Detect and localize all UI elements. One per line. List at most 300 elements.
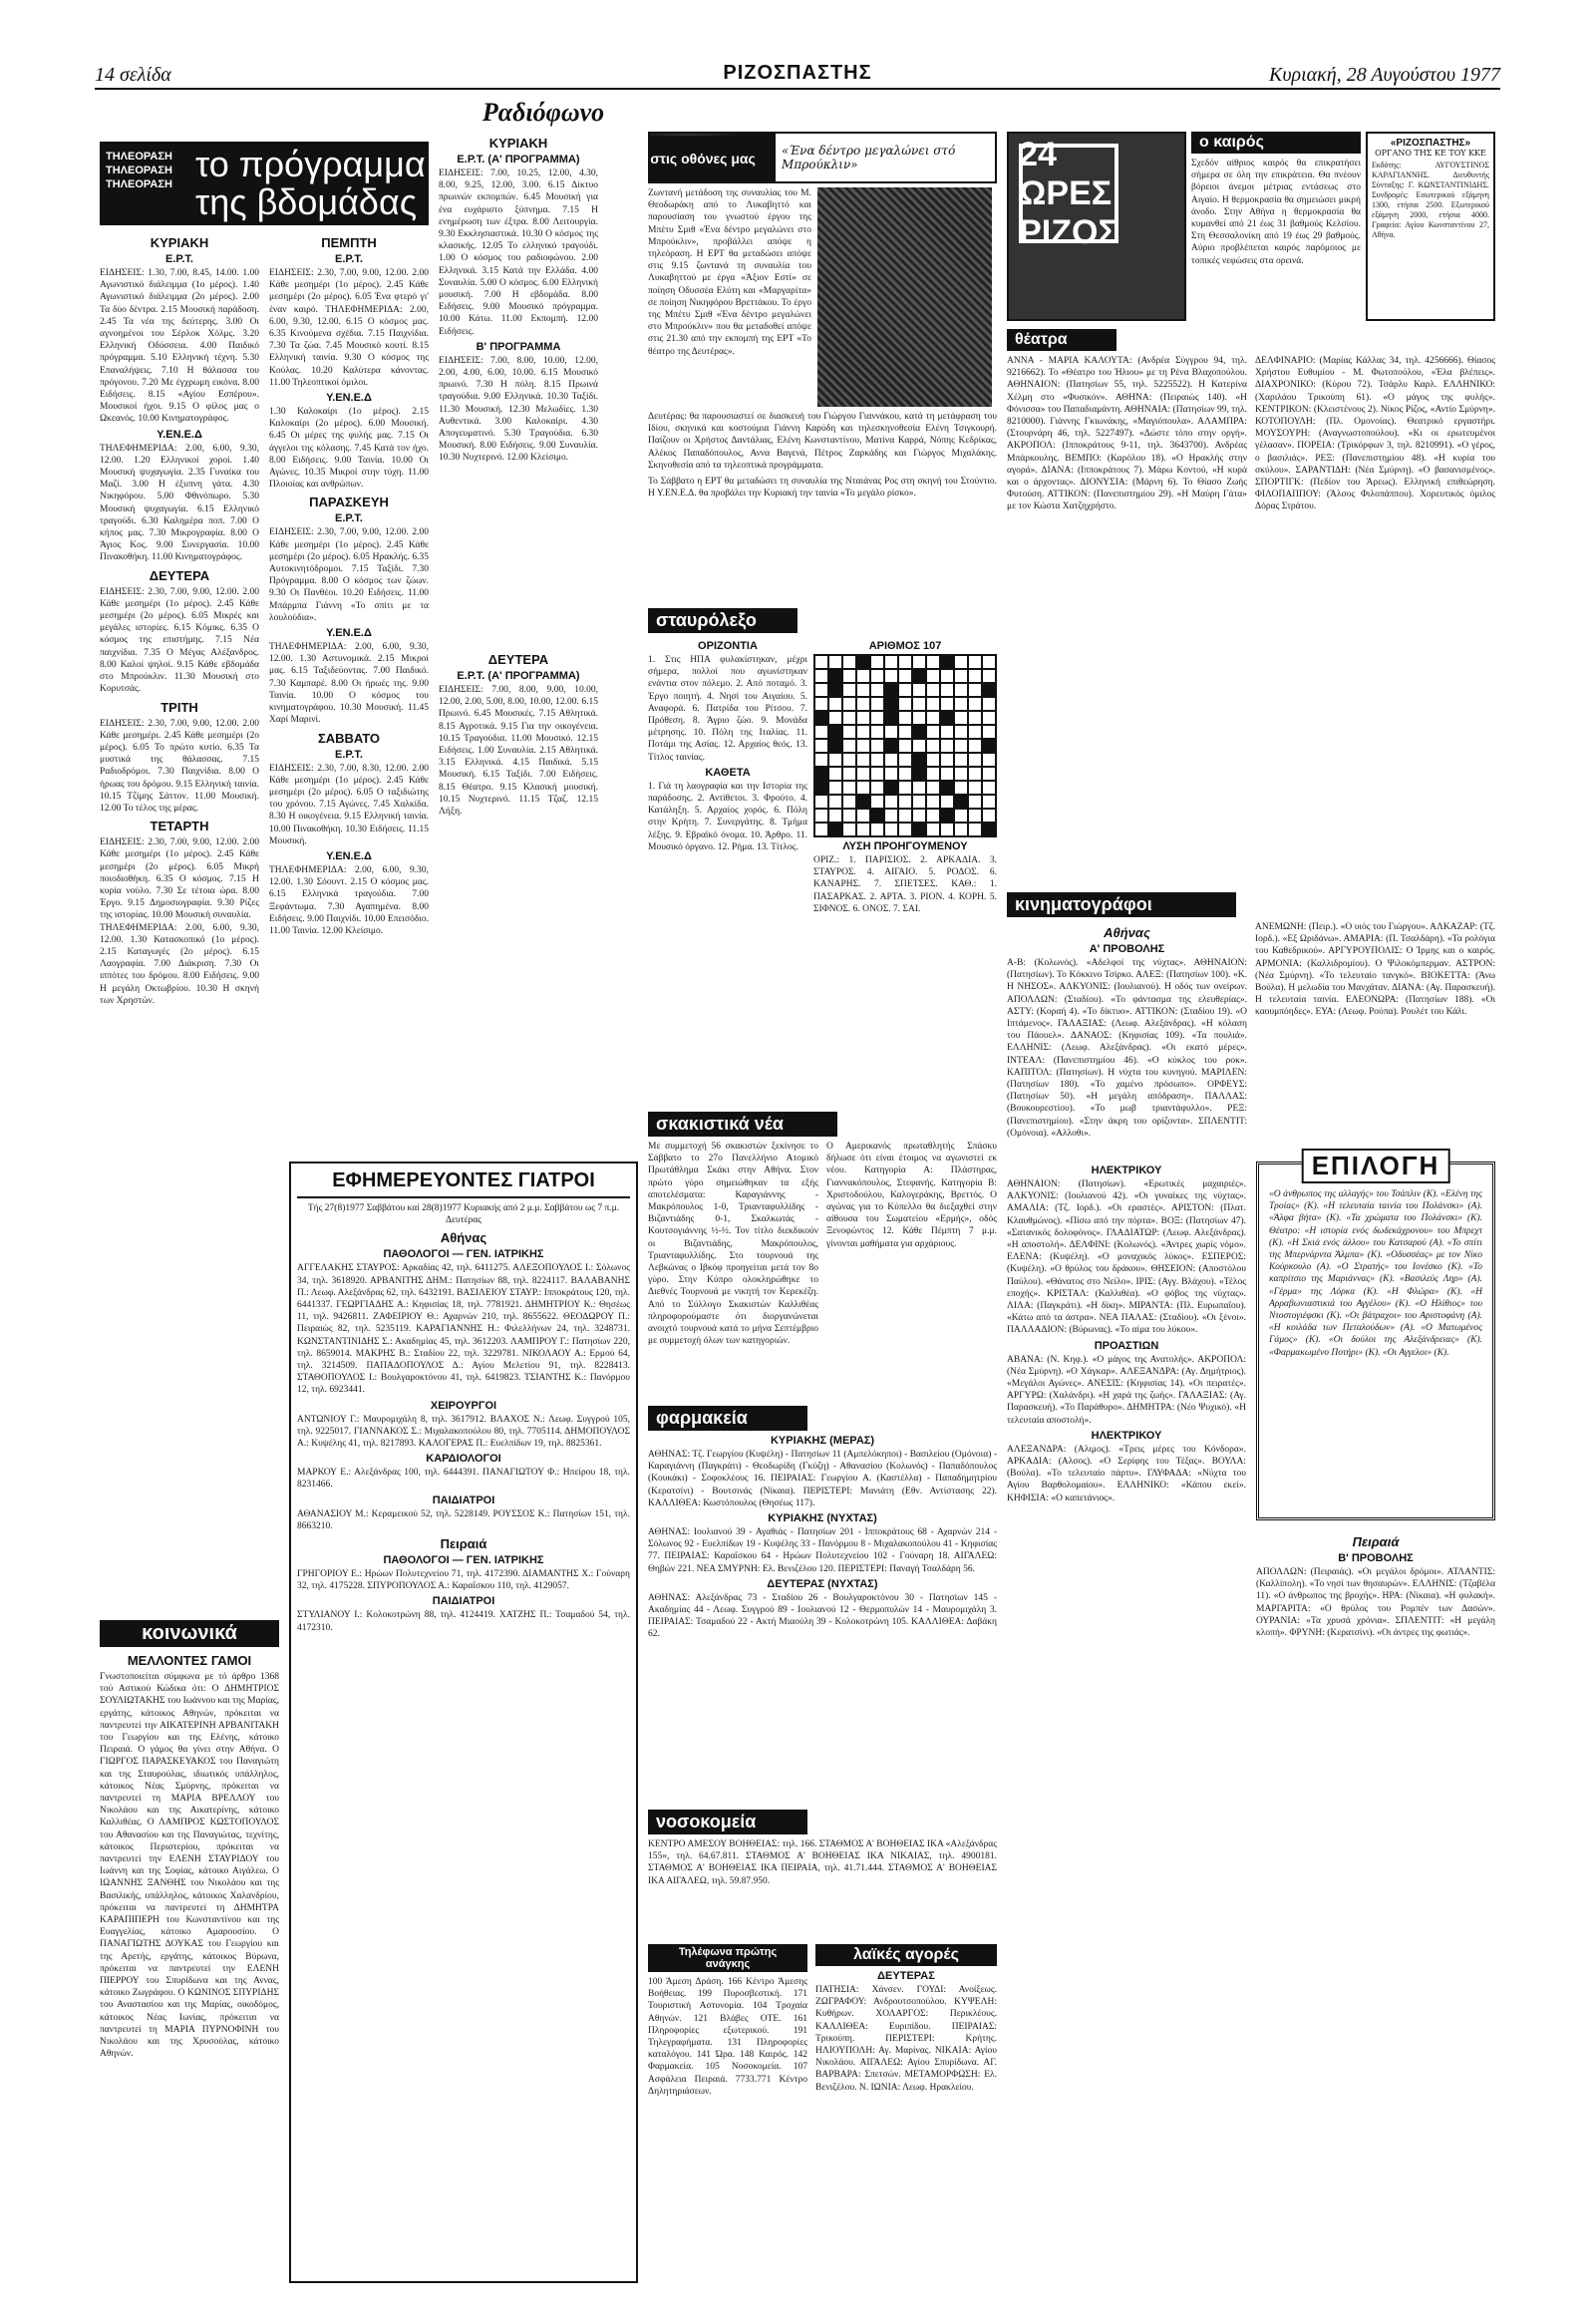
crossword-cell [968, 795, 982, 809]
hospitals-text: ΚΕΝΤΡΟ ΑΜΕΣΟΥ ΒΟΗΘΕΙΑΣ: τηλ. 166. ΣΤΑΘΜΟΣ Α' ΒΟΗΘΕΙΑΣ ΙΚΑ «Αλεξάνδρας 155», τηλ. 64.67.811. ΣΤΑΘΜΟΣ Α' ΒΟΗΘΕΙΑΣ ΙΚΑ ΝΙΚΑΙΑΣ, τηλ. 4900181. ΣΤΑΘΜΟΣ Α' ΒΟΗΘΕΙΑΣ ΙΚΑ ΠΕΙΡΑΙΑ, τηλ. 41.71.444. ΣΤΑΘΜΟΣ Α' ΒΟΗΘΕΙΑΣ ΙΚΑ ΑΙΓΑΛΕΩ, τηλ. 59.87.950. [648, 1839, 997, 1886]
crossword-cell [912, 767, 926, 781]
crossword-cell [982, 725, 996, 739]
radio-monday-program: Ε.Ρ.Τ. (Α' ΠΡΟΓΡΑΜΜΑ) [457, 670, 580, 682]
crossword-cell [912, 669, 926, 683]
tv-thursday-heading: ΠΕΜΠΤΗ [321, 235, 377, 250]
crossword-cell [940, 781, 954, 795]
crossword-horizontal-title: ΟΡΙΖΟΝΤΙΑ [698, 640, 758, 652]
crossword-cell [926, 711, 940, 725]
tv-monday-heading: ΔΕΥΤΕΡΑ [149, 567, 210, 583]
crossword-cell [982, 655, 996, 669]
crossword-cell [814, 725, 828, 739]
crossword-cell [968, 683, 982, 697]
crossword-cell [954, 669, 968, 683]
tv-yened-label-4: Υ.ΕΝ.Ε.Δ [326, 849, 372, 862]
chess-bar: σκακιστικά νέα [648, 1112, 837, 1137]
crossword-cell [912, 711, 926, 725]
cinema-section [1007, 892, 1495, 1152]
pharmacies-monday-night-text: ΑΘΗΝΑΣ: Αλεξάνδρας 73 - Σταδίου 26 - Βουλγαροκτόνου 30 - Πατησίων 145 - Ακαδημίας 44 - Λεωφ. Συγγρού 89 - Ιουλιανού 12 - Θερμοπυλών 14 - Μαυρομιχάλη 3. ΠΕΙΡΑΙΑΣ: Τσαμαδού 22 - Ακτή Μιαούλη 39 - Κολοκοτρώνη 105. ΚΑΛΛΙΘΕΑ: Δαβάκη 62. [648, 1592, 997, 1640]
crossword-cell [856, 711, 870, 725]
tv-wednesday-yened-text: ΤΗΛΕΦΗΜΕΡΙΔΑ: 2.00, 6.00, 9.30, 12.00. 1.30 Κατασκοπικό (1ο μέρος). 2.15 Καταγωγές (2ο μέρος). 6.15 Λαογραφία. 7.00 Διάκριση. 7.30 Οι ιππότες του δρόμου. 8.00 Ειδήσεις. 9.00 Η μεγάλη Οκτωβρίου. 10.30 Η σκηνή των Χρηστών. [100, 922, 259, 1006]
tv-yened-label-3: Υ.ΕΝ.Ε.Δ [326, 627, 372, 640]
crossword-cell [940, 753, 954, 767]
crossword-cell [982, 823, 996, 836]
epilogi-box [1256, 1151, 1495, 1520]
crossword-cell [828, 655, 842, 669]
feature-extra: Το Σάββατο η ΕΡΤ θα μεταδώσει τη συναυλία της Νταιάνας Ρος στη σκηνή του Στούντιο. Η Υ.ΕΝ.Ε.Δ. θα προβάλει την Κυριακή την ταινία «Το μεγάλο ρίσκο». [648, 477, 997, 499]
suburbs-text: ΑΒΑΝΑ: (Ν. Κηφ.). «Ο μάγος της Ανατολής». ΑΚΡΟΠΟΛ: (Νέα Σμύρνη). «Ο Χάγκαρ». ΑΛΕΞΑΝΔΡΑ: (Αγ. Δημήτριος). «Μεγάλοι Αγώνες». ΑΝΕΣΙΣ: (Κηφισίας 14). «Οι πειρατές». ΑΡΓΥΡΩ: (Χαλάνδρι). «Η χαρά της ζωής». ΓΑΛΑΞΙΑΣ: (Αγ. Παρασκευή). «Το Παράθυρο». ΔΗΜΗΤΡΑ: (Νέο Ψυχικό). «Η τελευταία αποστολή». [1007, 1354, 1246, 1426]
radio-column-2 [439, 648, 598, 1154]
crossword-cell [898, 767, 912, 781]
electric-heading-2: ΗΛΕΚΤΡΙΚΟΥ [1091, 1429, 1162, 1442]
crossword-cell [982, 795, 996, 809]
crossword-cell [828, 669, 842, 683]
crossword-cell [842, 795, 856, 809]
crossword-cell [870, 655, 884, 669]
crossword-cell [968, 697, 982, 711]
crossword-cell [968, 809, 982, 823]
crossword-cell [926, 767, 940, 781]
crossword-cell [982, 809, 996, 823]
crossword-cell [856, 655, 870, 669]
crossword-cell [856, 697, 870, 711]
theatre-section [1007, 329, 1495, 887]
tv-ert-label-4: Ε.Ρ.Τ. [335, 748, 363, 761]
theatre-column-2: ΔΕΛΦΙΝΑΡΙΟ: (Μαρίας Κάλλας 34, τηλ. 4256666). Θίασος Χρήστου Ευθυμίου - Μ. Φωτοπούλου, «Έλα βλέπεις». ΔΙΑΧΡΟΝΙΚΟ: (Κύρου 72). Τσάρλυ Καρλ. ΕΛΛΗΝΙΚΟ: (Χαριλάου Τρικούπη 61). «Ο μάγος της φυλής». ΚΕΝΤΡΙΚΟΝ: (Κλειστένους 2). Νίκος Ρίζος, «Αντίο Σμύρνη». ΚΟΤΟΠΟΥΛΗ: (Πλ. Ομονοίας). Θεατρικό εργαστήρι. ΜΟΥΣΟΥΡΗ: (Αναγνωστοπούλου). «Κι οι ερωτευμένοι γέλασαν». ΠΟΡΕΙΑ: (Τρικόρφων 3, τηλ. 8210991). «Ο γέρος, ο βασιλιάς». ΡΕΞ: (Πανεπιστημίου 48). «Η κυρία του σκύλου». ΣΑΡΑΝΤΙΔΗ: (Νέα Σμύρνη). «Ο βασανισμένος». ΣΠΟΡΤΙΓΚ: (Πεδίον του Άρεως). Ελληνική επιθεώρηση. ΦΙΛΟΠΑΠΠΟΥ: (Άλσος Φιλοπάππου). Χορευτικός όμιλος Δόρας Στράτου. [1255, 356, 1495, 512]
feature-caption: Δευτέρας: θα παρουσιαστεί σε διασκευή του Γιώργου Γιαννάκου, κατά τη μετάφραση του Ιδίου, σκηνικά και κοστούμια Γιάννη Καρύδη και τηλεσκηνοθεσία Ελένη Τσιγκουρή. Παίζουν οι Χρήστος Δαντάλιας, Ελένη Κωνσταντίνου, Ματίνα Καρρά, Νόπης Κεδρίκας, Αλέκος Παπαδόπουλος, Αννα Βαγενά, Πέτρος Ζαρκάδης και Γιώργος Μιχαλάκης. Σκηνοθεσία από τα τηλεοπτικά προγράμματα. [648, 412, 997, 471]
doctors-text-5: ΓΡΗΓΟΡΙΟΥ Ε.: Ηρώων Πολυτεχνείου 71, τηλ. 4172390. ΔΙΑΜΑΝΤΗΣ Χ.: Γούναρη 32, τηλ. 4175228. ΣΠΥΡΟΠΟΥΛΟΣ Α.: Καραΐσκου 110, τηλ. 4129057. [297, 1569, 630, 1592]
crossword-cell [898, 711, 912, 725]
feature-intro: Ζωντανή μετάδοση της συναυλίας του Μ. Θεοδωράκη από το Λυκαβηττό και παρουσίαση του γνωστού έργου της Μπέτυ Σμιθ «Ένα δέντρο μεγαλώνει στο Μπρούκλιν», προβάλλει απόψε η τηλεόραση. Η ΕΡΤ θα μεταδώσει απόψε στις 9.15 ζωντανά τη συναυλία του Λυκαβηττού με έργα «Άξιον Εστί» σε ποίηση Οδυσσέα Ελύτη και «Μαργαρίτα» σε ποίηση Νικηφόρου Βρεττάκου. Το έργο της Μπέτυ Σμιθ «Ένα δέντρο μεγαλώνει στο Μπρούκλιν» που θα μεταδοθεί απόψε στις 21.30 από την εκπομπή της ΕΡΤ «Το θέατρο της Δευτέρας». [648, 188, 811, 357]
crossword-cell [982, 669, 996, 683]
crossword-horizontal: 1. Στις ΗΠΑ φυλακίστηκαν, μέχρι σήμερα, πολλοί που αγωνίστηκαν ενάντια στον πόλεμο. 2. Από ποταμό. 3. Έργο ποιητή. 4. Νησί του Αιγαίου. 5. Αναφορά. 6. Πατρίδα του Ρίτσου. 7. Πρόθεση. 8. Άγριο ζώο. 9. Μονάδα μέτρησης. 10. Πόλη της Ιταλίας. 11. Ποτάμι της Ασίας. 12. Αρχαίος θεός. 13. Τίτλος ταινίας. [648, 655, 807, 763]
crossword-cell [940, 697, 954, 711]
chess-text: Με συμμετοχή 56 σκακιστών ξεκίνησε το Σάββατο το 27ο Πανελλήνιο Ατομικό Πρωτάθλημα Σκάκι στην Αθήνα. Στον πρώτο γύρο σημειώθηκαν τα εξής αποτελέσματα: Καραγιάννης - Μακρόπουλος 1-0, Τριανταφυλλίδης - Βιζαντιάδης 0-1, Σκαλκωτάς - Κουτσογιάννης ½-½. Τον τίτλο διεκδικούν οι Βιζαντιάδης, Μακρόπουλος, Τριανταφυλλίδης. Στο τουρνουά της Λεβκώνας ο Ιβκόφ προηγείται μετά τον 8ο γύρο. Στην Κύπρο ολοκληρώθηκε το Διεθνές Τουρνουά με νικητή τον Κερεκέζη. Από το Σύλλογο Σκακιστών Καλλιθέας πληροφορούμαστε ότι διοργανώνεται ανοιχτό τουρνουά κατά το μήνα Σεπτέμβριο με συμμετοχή όλων των κατηγοριών. [648, 1142, 818, 1347]
crossword-cell [954, 809, 968, 823]
crossword-cell [828, 697, 842, 711]
crossword-cell [912, 795, 926, 809]
doctors-section-4: ΠΑΙΔΙΑΤΡΟΙ [432, 1494, 495, 1506]
doctors-section-2: ΧΕΙΡΟΥΡΓΟΙ [430, 1399, 497, 1412]
crossword-cell [940, 823, 954, 836]
tv-yened-label: Υ.ΕΝ.Ε.Δ [157, 428, 202, 441]
cinema-column-2: ΑΝΕΜΩΝΗ: (Πειρ.). «Ο υιός του Γιώργου». ΑΛΚΑΖΑΡ: (Τζ. Ιορδ.). «Εξ Ωριδάνω». ΑΜΑΡΙΑ: (Π. Τσαλδάρη). «Τα ρολόγια του Καθεδρικού». ΑΡΓΥΡΟΥΠΟΛΙΣ: Ο Ίρμης και ο καιρός. ΑΡΜΟΝΙΑ: (Καλλιδρομίου). Ο Ψιλοκόμπερμαν. ΑΣΤΡΟΝ: (Νέα Σμύρνη). «Το τελευταίο τανγκό». ΒΙΟΚΕΤΤΑ: (Άνω Βούλα). Η μελωδία του Μανχάταν. ΔΙΑΝΑ: (Αγ. Παρασκευή). Η τελευταία ταινία. ΕΛΕΟΝΩΡΑ: (Πατησίων 188). «Οι καουμπόηδες». ΕΥΑ: (Λεωφ. Ρούπα). Ρουλέτ του Κάλι. [1255, 922, 1495, 1018]
theatre-bar: θέατρα [1007, 329, 1116, 351]
crossword-cell [856, 725, 870, 739]
tv-saturday-yened-text: ΤΗΛΕΦΗΜΕΡΙΔΑ: 2.00, 6.00, 9.30, 12.00. 1.30 Σόουντ. 2.15 Ο κόσμος μας. 6.15 Ελληνικά τραγούδια. 7.00 Ξεφάντωμα. 7.30 Αγαπημένα. 8.00 Ειδήσεις. 9.00 Παιχνίδι. 10.00 Επεισόδιο. 11.00 Ταινία. 12.00 Κλείσιμο. [269, 864, 429, 936]
crossword-cell [912, 823, 926, 836]
doctors-piraeus: Πειραιά [440, 1536, 487, 1552]
crossword-cell [842, 767, 856, 781]
crossword-cell [828, 711, 842, 725]
theatre-column-1: ΑΝΝΑ - ΜΑΡΙΑ ΚΑΛΟΥΤΑ: (Ανδρέα Σύγγρου 94, τηλ. 9216662). Το «Θέατρο του Ήλιου» με τη Ρένα Βλαχοπούλου. ΑΘΗΝΑΙΟΝ: (Πατησίων 55, τηλ. 5225522). Η Κατερίνα Χέλμη στο «Φυσικόν». ΑΘΗΝΑ: (Πειραιώς 140). «Η Φόνισσα» του Παπαδιαμάντη. ΑΘΗΝΑΙΑ: (Πατησίων 99, τηλ. 8210000). Γιάννης Γκιωνάκης, «Μαγιόπουλα». ΑΛΑΜΠΡΑ: (Στουρνάρη 46, τηλ. 5227497). «Δώστε τόπο στην οργή». ΑΚΡΟΠΟΛ: (Ιπποκράτους 9-11, τηλ. 3643700). Ανδρέας Μπάρκουλης. ΒΕΜΠΟ: (Καρόλου 18). «Ο Ηρακλής στην αγορά». ΔΙΑΝΑ: (Ιπποκράτους 7). Μάρω Κοντού, «Η κυρά και ο άρχοντας». ΔΙΟΝΥΣΙΑ: (Μάρνη 6). Το Θίασο Ζωής Φυτούση. ΑΤΤΙΚΟΝ: (Πανεπιστημίου 29). «Η Μαύρη Γάτα» με τον Κώστα Χατζηχρήστο. [1007, 356, 1247, 512]
tv-monday-text: ΕΙΔΗΣΕΙΣ: 2.30, 7.00, 9.00, 12.00. 2.00 Κάθε μεσημέρι (1ο μέρος). 2.45 Κάθε μεσημέρι (2ο μέρος). 6.05 Μικρές και μεγάλες ιστορίες. 6.15 Κόμικς. 6.35 Ο κόσμος της επιστήμης. 7.15 Νέα παιχνίδια. 7.35 Ο Μέγας Αλέξανδρος. 8.00 Καλοί ψηλοί. 9.15 Κάθε εβδομάδα στο Μπρούκλιν. 11.30 Μουσική στο Κορυτσάς. [100, 586, 259, 695]
crossword-cell [884, 739, 898, 753]
crossword-cell [926, 725, 940, 739]
crossword-cell [912, 725, 926, 739]
crossword-cell [828, 739, 842, 753]
crossword-cell [968, 725, 982, 739]
crossword-cell [954, 753, 968, 767]
crossword-cell [982, 753, 996, 767]
chess-section [648, 1112, 997, 1401]
feature-photo [817, 187, 992, 407]
crossword-cell [940, 767, 954, 781]
crossword-cell [926, 739, 940, 753]
crossword-cell [828, 823, 842, 836]
crossword-cell [912, 753, 926, 767]
radio-program-b: Β' ΠΡΟΓΡΑΜΜΑ [476, 340, 561, 353]
crossword-cell [982, 683, 996, 697]
crossword-cell [954, 683, 968, 697]
crossword-cell [954, 655, 968, 669]
crossword-cell [940, 725, 954, 739]
tv-ert-label-3: Ε.Ρ.Τ. [335, 512, 363, 525]
crossword-cell [926, 823, 940, 836]
piraeus-cinema [1256, 1530, 1495, 2283]
epilogi-text: «Ο άνθρωπος της αλλαγής» του Τσάπλιν (Κ). «Ελένη της Τροίας» (Κ). «Η τελευταία ταινία του Πολάνσκι» (Α). «Άλφα βήτα» (Κ). «Τα χρώματα του Πολάνσκι» (Κ). Θέατρο: «Η ιστορία ενός δωδεκάχρονου» του Μπρεχτ (Κ). «Η Σκιά ενός άλλου» του Κατσαρού (Α). «Το σπίτι της Μπερνάρντα Άλμπα» (Κ). «Οδυσσέας» με τον Νίκο Κούρκουλο (Α). «Ο Στρατής» του Ιονέσκο (Κ). «Το καπρίτσιο της Μαριάννας» (Κ). «Βασιλεύς Ληρ» (Α). «Γέρμα» της Λόρκα (Κ). «Η Φλώρα» (Κ). «Η Αρραβωνιαστικιά του Αγγέλου» (Κ). «Ο Ηλίθιος» του Ντοστογιέφσκι (Κ). «Οι βάτραχοι» του Αριστοφάνη (Α). «Η κοιλάδα των Πεταλούδων» (Α). «Ο Ματωμένος Γάμος» (Κ). «Οι δούλοι της Αλεξάνδρειας» (Κ). «Φαρμακωμένο Ποτήρι» (Κ). «Οι Αγγελοι» (Κ). [1269, 1189, 1482, 1358]
masthead-box-title: «ΡΙΖΟΣΠΑΣΤΗΣ» [1390, 138, 1471, 149]
crossword-cell [982, 781, 996, 795]
crossword-cell [870, 795, 884, 809]
crossword-cell [926, 697, 940, 711]
crossword-solution-title: ΛΥΣΗ ΠΡΟΗΓΟΥΜΕΝΟΥ [842, 840, 968, 852]
page-number: 14 σελίδα [95, 64, 171, 86]
crossword-cell [884, 767, 898, 781]
pharmacies-sunday-night-text: ΑΘΗΝΑΣ: Ιουλιανού 39 - Αγαθιάς - Πατησίων 201 - Ιπποκράτους 68 - Αχαρνών 214 - Σόλωνος 92 - Ευελπίδων 19 - Κυψέλης 33 - Πανόρμου 8 - Μιχαλακοπούλου 41 - Κηφισίας 77. ΠΕΙΡΑΙΑΣ: Καραΐσκου 64 - Ηρώων Πολυτεχνείου 102 - Γούναρη 18. ΑΙΓΑΛΕΩ: Θηβών 221. ΝΕΑ ΣΜΥΡΝΗ: Ελ. Βενιζέλου 120. ΠΕΡΙΣΤΕΡΙ: Παναγή Τσαλδάρη 56. [648, 1527, 997, 1574]
crossword-cell [954, 767, 968, 781]
tv-sunday-heading: ΚΥΡΙΑΚΗ [150, 235, 209, 250]
tv-saturday-text: ΕΙΔΗΣΕΙΣ: 2.30, 7.00, 8.30, 12.00. 2.00 Κάθε μεσημέρι (1ο μέρος). 2.45 Κάθε μεσημέρι (2ο μέρος). 6.05 Ο ταξιδιώτης του χρόνου. 7.15 Αγώνες. 7.45 Χαλκίδα. 8.30 Η οικογένεια. 9.15 Ελληνική ταινία. 10.00 Πινακοθήκη. 10.30 Ειδήσεις. 11.15 Μουσική. [269, 763, 429, 846]
feature-section [648, 132, 997, 600]
markets-bar: λαϊκές αγορές [815, 1944, 997, 1966]
crossword-cell [968, 739, 982, 753]
cinema-athens: Αθήνας [1104, 925, 1150, 940]
doctors-section-5: ΠΑΘΟΛΟΓΟΙ — ΓΕΝ. ΙΑΤΡΙΚΗΣ [383, 1554, 544, 1567]
crossword-cell [814, 823, 828, 836]
crossword-cell [954, 725, 968, 739]
crossword-cell [954, 739, 968, 753]
piraeus-heading: Πειραιά [1352, 1534, 1400, 1549]
pharmacies-sunday-night: ΚΥΡΙΑΚΗΣ (ΝΥΧΤΑΣ) [768, 1512, 877, 1525]
tv-ert-label: Ε.Ρ.Τ. [165, 253, 193, 265]
radio-monday-heading: ΔΕΥΤΕΡΑ [487, 652, 549, 667]
crossword-cell [968, 823, 982, 836]
cinema-first-run: Α' ΠΡΟΒΟΛΗΣ [1089, 943, 1165, 955]
crossword-cell [968, 655, 982, 669]
crossword-cell [968, 781, 982, 795]
tv-program-logo [100, 142, 429, 225]
crossword-cell [856, 683, 870, 697]
tv-thursday-yened-text: 1.30 Καλοκαίρι (1ο μέρος). 2.15 Καλοκαίρι (2ο μέρος). 6.00 Μουσική. 6.45 Οι μέρες της φυλής μας. 7.15 Οι άγγελοι της κόλασης. 7.45 Κατά τον ήχο. 8.00 Ειδήσεις. 9.00 Ταινία. 10.00 Οι Αγώνες. 10.35 Μικροί στην τύχη. 11.00 Πλοιοίας και ανθρώπων. [269, 407, 429, 491]
crossword-cell [926, 795, 940, 809]
crossword-cell [828, 683, 842, 697]
crossword-cell [814, 767, 828, 781]
doctors-section-1: ΠΑΘΟΛΟΓΟΙ — ΓΕΝ. ΙΑΤΡΙΚΗΣ [383, 1248, 544, 1261]
electric-heading: ΗΛΕΚΤΡΙΚΟΥ [1091, 1164, 1162, 1176]
crossword-cell [870, 725, 884, 739]
markets-section [815, 1944, 997, 2283]
crossword-cell [926, 781, 940, 795]
pharmacies-sunday-day-text: ΑΘΗΝΑΣ: Τζ. Γεωργίου (Κυψέλη) - Πατησίων 11 (Αμπελόκηποι) - Βασιλείου (Ομόνοια) - Καραγιάννη (Παγκράτι) - Θεοδωρίδη (Γκύζη) - Αθανασίου (Κολωνός) - Παπαδόπουλος (Κουκάκι) - Σοφοκλέους 16. ΠΕΙΡΑΙΑΣ: Γεωργίου Α. (Καστέλλα) - Παπαδημητρίου (Κερατσίνι) - Βουτσινάς (Νίκαια). ΠΕΡΙΣΤΕΡΙ: Μανιάτη (Εθν. Αντίστασης 22). ΚΑΛΛΙΘΕΑ: Κωστόπουλος (Θησέως 117). [648, 1450, 997, 1508]
masthead-box [1366, 132, 1495, 321]
crossword-cell [884, 809, 898, 823]
epilogi-title: ΕΠΙΛΟΓΗ [1302, 1149, 1450, 1183]
crossword-vertical: 1. Γιά τη λαογραφία και την Ιστορία της παράδοσης. 2. Αντίθετοι. 3. Φρούτο. 4. Κατάληξη. 5. Αρχαίος χορός. 6. Πόλη στην Κρήτη. 7. Συνεργάτης. 8. Τμήμα λέξης. 9. Εβραϊκό όνομα. 10. Άρθρο. 11. Μουσικό όργανο. 12. Ρήμα. 13. Τίτλος. [648, 781, 807, 852]
social-bar: κοινωνικά [100, 1620, 279, 1647]
cinema-bar: κινηματογράφοι [1007, 892, 1236, 917]
piraeus-first-run: Β' ΠΡΟΒΟΛΗΣ [1338, 1552, 1414, 1564]
crossword-cell [940, 739, 954, 753]
crossword-cell [814, 683, 828, 697]
crossword-cell [828, 725, 842, 739]
crossword-cell [898, 823, 912, 836]
crossword-cell [856, 795, 870, 809]
crossword-cell [982, 697, 996, 711]
crossword-section [648, 608, 997, 1107]
crossword-cell [884, 669, 898, 683]
crossword-cell [954, 795, 968, 809]
crossword-cell [870, 753, 884, 767]
social-section [100, 1620, 279, 2283]
crossword-cell [898, 753, 912, 767]
crossword-cell [842, 823, 856, 836]
crossword-cell [814, 697, 828, 711]
crossword-cell [814, 711, 828, 725]
crossword-cell [870, 767, 884, 781]
crossword-cell [814, 781, 828, 795]
crossword-cell [940, 795, 954, 809]
chess-text-2: Ο Αμερικανός πρωταθλητής Σπάσκυ δήλωσε ότι είναι έτοιμος να αγωνιστεί εκ νέου. Κατηγορία Α: Πλάστηρας, Γιαννακόπουλος, Στεφανής. Κατηγορία Β: Χριστοδούλου, Καλογεράκης, Βρεττός. Ο αγώνας για το Κύπελλο θα διεξαχθεί στην αίθουσα του Σωματείου «Ερμής», οδός Ξενοφώντος 12. Κάθε Πέμπτη 7 μ.μ. γίνονται μαθήματα για αρχάριους. [826, 1142, 997, 1249]
crossword-cell [828, 753, 842, 767]
doctors-text-4: ΑΘΑΝΑΣΙΟΥ Μ.: Κεραμεικού 52, τηλ. 5228149. ΡΟΥΣΣΟΣ Κ.: Πατησίων 151, τηλ. 8663210. [297, 1508, 630, 1531]
crossword-cell [968, 753, 982, 767]
crossword-cell [842, 711, 856, 725]
crossword-cell [842, 669, 856, 683]
crossword-cell [814, 739, 828, 753]
crossword-cell [842, 809, 856, 823]
crossword-cell [856, 767, 870, 781]
tv-logo-left: ΤΗΛΕΟΡΑΣΗ ΤΗΛΕΟΡΑΣΗ ΤΗΛΕΟΡΑΣΗ [106, 151, 172, 190]
crossword-cell [884, 823, 898, 836]
crossword-cell [926, 753, 940, 767]
crossword-cell [814, 795, 828, 809]
electric-text: ΑΘΗΝΑΙΟΝ: (Πατησίων). «Ερωτικές μαχαιριές». ΑΛΚΥΟΝΙΣ: (Ιουλιανού 42). «Οι γυναίκες της νύχτας». ΑΜΑΛΙΑ: (Τζ. Ιορδ.). «Οι εραστές». ΑΡΙΣΤΟΝ: (Πλατ. Κλαυθμώνος). «Πίσω από την πόρτα». ΒΟΞ: (Πατησίων 47). «Σατανικός δολοφόνος». ΓΛΑΔΙΑΤΩΡ: (Λεωφ. Αλεξάνδρας). «Η αποστολή». ΔΕΛΦΙΝΙ: (Κολωνός). «Άντρες χωρίς νόμο». ΕΛΕΝΑ: (Κυψέλη). «Ο μοναχικός λύκος». ΕΣΠΕΡΟΣ: (Κυψέλη). «Ο θρύλος του δράκου». ΘΗΣΕΙΟΝ: (Αποστόλου Παύλου). «Θάνατος στο Νείλο». ΙΡΙΣ: (Αγγ. Βλάχου). «Τέλος εποχής». ΚΡΙΣΤΑΛ: (Καλλιθέα). «Ο φόβος της νύχτας». ΛΙΛΑ: (Παγκράτι). «Η δίκη». ΜΙΡΑΝΤΑ: (Πλ. Ευρωπαΐου). «Κάτω από τα άστρα». ΝΕΑ ΠΑΛΑΣ: (Σταδίου). «Οι ξένοι». ΠΑΛΛΑΔΙΟΝ: (Βύρωνας). «Το αίμα του λύκου». [1007, 1179, 1246, 1336]
crossword-cell [828, 795, 842, 809]
markets-text: ΠΑΤΗΣΙΑ: Χάνσεν. ΓΟΥΔΙ: Ανοίξεως. ΖΩΓΡΑΦΟΥ: Ανδρουτσοπούλου. ΚΥΨΕΛΗ: Κυθήρων. ΧΟΛΑΡΓΟΣ: Περικλέους. ΚΑΛΛΙΘΕΑ: Ευριπίδου. ΠΕΙΡΑΙΑΣ: Τρικούπη. ΠΕΡΙΣΤΕΡΙ: Κρήτης. ΗΛΙΟΥΠΟΛΗ: Αγ. Μαρίνας. ΝΙΚΑΙΑ: Αγίου Νικολάου. ΑΙΓΑΛΕΩ: Αγίου Σπυρίδωνα. ΑΓ. ΒΑΡΒΑΡΑ: Σπετσών. ΜΕΤΑΜΟΡΦΩΣΗ: Ελ. Βενιζέλου. Ν. ΙΩΝΙΑ: Λεωφ. Ηρακλείου. [815, 1985, 997, 2093]
tv-sunday-ert-text: ΕΙΔΗΣΕΙΣ: 1.30, 7.00, 8.45, 14.00. 1.00 Αγωνιστικό διάλειμμα (1ο μέρος). 1.40 Αγωνιστικό διάλειμμα (2ο μέρος). 2.00 Τα δύο δέντρα. 2.15 Μουσική παράδοση. 2.45 Τα νέα της δεύτερης. 3.00 Οι αγνοημένοι του Σέρλοκ Χόλμς. 3.20 Ελληνική Οδύσσεια. 4.00 Παιδικό πρόγραμμα. 5.10 Ελληνική τέχνη. 5.30 Επαναλήψεις. 7.10 Η θάλασσα του πρόγονου. 7.20 Με έγχρωμη εικόνα. 8.00 Ειδήσεις. 8.15 «Αγίου Εσπέρου». Μουσικοί ήχοι. 9.15 Ο φίλος μας ο Ωκεανός. 10.00 Κινηματογράφος. [100, 268, 259, 425]
tv-wednesday-heading: ΤΕΤΑΡΤΗ [150, 819, 209, 834]
crossword-cell [870, 711, 884, 725]
pharmacies-monday-night: ΔΕΥΤΕΡΑΣ (ΝΥΧΤΑΣ) [767, 1577, 878, 1590]
doctors-text-3: ΜΑΡΚΟΥ Ε.: Αλεξάνδρας 100, τηλ. 6444391. ΠΑΝΑΓΙΩΤΟΥ Φ.: Ηπείρου 18, τηλ. 8231466. [297, 1468, 630, 1491]
weather-bar: ο καιρός [1191, 132, 1361, 154]
emergency-phones-text: 100 Άμεση Δράση. 166 Κέντρο Άμεσης Βοήθειας. 199 Πυροσβεστική. 171 Τουριστική Αστυνομία. 104 Τροχαία Αθηνών. 121 Βλάβες ΟΤΕ. 161 Πληροφορίες εξωτερικού. 191 Τηλεγραφήματα. 131 Πληροφορίες καταλόγου. 141 Ώρα. 148 Καιρός. 142 Φαρμακεία. 105 Νοσοκομεία. 107 Ασφάλεια Πειραιά. 7733.771 Κέντρο Δηλητηριάσεων. [648, 1977, 807, 2097]
poster-number: 24 ΩΡΕΣ ΡΙΖΟΣ [1019, 135, 1118, 251]
radio-sunday-heading: ΚΥΡΙΑΚΗ [488, 136, 548, 151]
crossword-cell [968, 767, 982, 781]
crossword-cell [870, 781, 884, 795]
crossword-cell [898, 739, 912, 753]
crossword-solution: ΟΡΙΖ.: 1. ΠΑΡΙΣΙΟΣ. 2. ΑΡΚΑΔΙΑ. 3. ΣΤΑΥΡΟΣ. 4. ΑΙΓΑΙΟ. 5. ΡΟΔΟΣ. 6. ΚΑΝΑΡΗΣ. 7. ΣΠΕΤΣΕΣ. ΚΑΘ.: 1. ΠΑΣΑΡΚΑΣ. 2. ΑΡΤΑ. 3. ΡΙΟΝ. 4. ΚΟΡΗ. 5. ΣΙΦΝΟΣ. 6. ΟΝΟΣ. 7. ΣΑΙ. [813, 855, 997, 914]
doctors-section-6: ΠΑΙΔΙΑΤΡΟΙ [432, 1595, 495, 1608]
weather-text: Σχεδόν αίθριος καιρός θα επικρατήσει σήμερα σε όλη την επικράτεια. Θα πνέουν βόρειοι άνεμοι μέτριας εντάσεως στο Αιγαίο. Η θερμοκρασία θα σημειώσει μικρή άνοδο. Στην Αθήνα η θερμοκρασία θα κυμανθεί από 21 έως 31 βαθμούς Κελσίου. Στη Θεσσαλονίκη από 19 έως 29 βαθμούς. Αύριο προβλέπεται καιρός παρόμοιος με τοπικές νεφώσεις στα ορεινά. [1191, 159, 1361, 266]
crossword-cell [884, 753, 898, 767]
feature-banner: στις οθόνες μας [648, 136, 758, 181]
crossword-cell [898, 809, 912, 823]
hospitals-bar: νοσοκομεία [648, 1810, 807, 1834]
page-date: Κυριακή, 28 Αυγούστου 1977 [1269, 64, 1500, 86]
doctors-text-6: ΣΤΥΛΙΑΝΟΥ Ι.: Κολοκοτρώνη 88, τηλ. 4124419. ΧΑΤΖΗΣ Π.: Τσαμαδού 54, τηλ. 4172310. [297, 1610, 630, 1633]
crossword-cell [870, 669, 884, 683]
tv-column-1 [100, 231, 259, 1612]
piraeus-text: ΑΠΟΛΛΩΝ: (Πειραιάς). «Οι μεγάλοι δρόμοι». ΑΤΛΑΝΤΙΣ: (Καλλίπολη). «Το νησί των θησαυρών». ΕΛΛΗΝΙΣ: (Τζαβέλα 11). «Ο άνθρωπος της βροχής». ΗΡΑ: (Νίκαια). «Η φυλακή». ΜΑΡΓΑΡΙΤΑ: «Ο θρύλος του Ρομπέν των Δασών». ΟΥΡΑΝΙΑ: «Τα χρυσά χρόνια». ΣΠΛΕΝΤΙΤ: «Η μεγάλη κλοπή». ΦΡΥΝΗ: (Κερατσίνι). «Οι άντρες της φωτιάς». [1256, 1567, 1495, 1639]
radio-sunday-text-2: ΕΙΔΗΣΕΙΣ: 7.00, 8.00, 10.00, 12.00, 2.00, 4.00, 6.00, 10.00. 6.15 Μουσικό πρωινό. 7.30 Η πόλη. 8.15 Πρωινά τραγούδια. 9.00 Ελληνικά. 10.30 Ταξίδι. 11.30 Μουσική. 12.30 Μελωδίες. 1.30 Αυθεντικά. 3.00 Καλοκαίρι. 4.30 Απογευματινό. 5.30 Τραγούδια. 6.30 Μουσική. 8.00 Ειδήσεις. 9.00 Συναυλία. 10.30 Νυχτερινό. 12.00 Κλείσιμο. [439, 355, 598, 464]
crossword-cell [884, 683, 898, 697]
crossword-cell [842, 781, 856, 795]
tv-wednesday-text: ΕΙΔΗΣΕΙΣ: 2.30, 7.00, 9.00, 12.00. 2.00 Κάθε μεσημέρι (1ο μέρος). 2.45 Κάθε μεσημέρι (2ο μέρος). 6.05 Μικρή ποιοδιοθήκη. 6.35 Ο κόσμος. 7.15 Η κυρία νούλο. 7.30 Σε τέτοια ώρα. 8.00 Έργο. 9.15 Δημοσιογραφία. 9.30 Ρίζες της ιστορίας. 10.00 Μουσική συναυλία. [100, 837, 259, 921]
radio-program-a: Ε.Ρ.Τ. (Α' ΠΡΟΓΡΑΜΜΑ) [457, 154, 580, 166]
tv-saturday-heading: ΣΑΒΒΑΤΟ [317, 730, 381, 746]
tv-ert-label-2: Ε.Ρ.Τ. [335, 253, 363, 265]
tv-yened-label-2: Υ.ΕΝ.Ε.Δ [326, 392, 372, 405]
crossword-cell [898, 669, 912, 683]
crossword-cell [856, 781, 870, 795]
crossword-cell [898, 697, 912, 711]
crossword-cell [982, 711, 996, 725]
crossword-bar: σταυρόλεξο [648, 608, 798, 633]
crossword-cell [982, 767, 996, 781]
crossword-cell [912, 655, 926, 669]
crossword-cell [968, 669, 982, 683]
pharmacies-bar: φαρμακεία [648, 1406, 807, 1431]
radio-sunday-text: ΕΙΔΗΣΕΙΣ: 7.00, 10.25, 12.00, 4.30, 8.00, 9.25, 12.00, 3.00. 6.15 Δίκτυο πρωινών εκπομπών. 6.45 Μουσική για ένα ευχάριστο ξύπνημα. 7.15 Η ενημέρωση των έξτρα. 8.00 Λειτουργία. 9.30 Εκκλησιαστικά. 10.30 Ο κόσμος της κλασικής. 12.05 Το ελληνικό τραγούδι. 1.00 Ο κόσμος του ραδιοφώνου. 2.00 Ελληνικά. 3.15 Κατά την Ελλάδα. 4.00 Συναυλία. 5.00 Ο κόσμος. 6.00 Ελληνική μουσική. 7.00 Η εβδομάδα. 8.00 Ειδήσεις. 9.00 Μουσικό πρόγραμμα. 10.00 Κάτω. 11.00 Εκπομπή. 12.00 Ειδήσεις. [439, 168, 598, 337]
crossword-cell [856, 753, 870, 767]
crossword-cell [898, 655, 912, 669]
doctors-text-2: ΑΝΤΩΝΙΟΥ Γ.: Μαυρομιχάλη 8, τηλ. 3617912. ΒΛΑΧΟΣ Ν.: Λεωφ. Συγγρού 105, τηλ. 9225017. ΓΙΑΝΝΑΚΟΣ Σ.: Μιχαλακοπούλου 80, τηλ. 7705114. ΔΗΜΟΠΟΥΛΟΣ Α.: Κυψέλης 41, τηλ. 8217893. ΚΑΛΟΓΕΡΑΣ Π.: Ευελπίδων 19, τηλ. 8825361. [297, 1414, 630, 1450]
tv-sunday-yened-text: ΤΗΛΕΦΗΜΕΡΙΔΑ: 2.00, 6.00, 9.30, 12.00. 1.20 Ελληνικοί χοροί. 1.40 Μουσική ψυχαγωγία. 2.35 Γυναίκα του Μαζί. 3.00 Η έξυπνη γάτα. 4.30 Νικηφόρου. 5.00 Φθινόπωρο. 5.30 Μουσική ψυχαγωγία. 6.15 Ελληνικό τραγούδι. 6.30 Καλημέρα ποπ. 7.00 Ο κήπος μας. 7.30 Μικρογραφία. 8.00 Ο Άγιος Κος. 9.00 Συνεργασία. 10.00 Πινακοθήκη. 11.00 Κινηματογράφος. [100, 443, 259, 563]
crossword-cell [828, 767, 842, 781]
page-header [95, 62, 1500, 90]
weather-section [1191, 132, 1361, 321]
crossword-cell [912, 697, 926, 711]
crossword-cell [898, 725, 912, 739]
crossword-cell [856, 739, 870, 753]
doctors-text-1: ΑΓΓΕΛΑΚΗΣ ΣΤΑΥΡΟΣ: Αρκαδίας 42, τηλ. 6411275. ΑΛΕΞΟΠΟΥΛΟΣ Ι.: Σόλωνος 34, τηλ. 3618920. ΑΡΒΑΝΙΤΗΣ ΔΗΜ.: Πατησίων 88, τηλ. 8224117. ΒΑΛΑΒΑΝΗΣ Π.: Λεωφ. Αλεξάνδρας 62, τηλ. 6432191. ΒΑΣΙΛΕΙΟΥ ΣΤΑΥΡ.: Ιπποκράτους 120, τηλ. 6441337. ΓΕΩΡΓΙΑΔΗΣ Α.: Κηφισίας 18, τηλ. 7781921. ΔΗΜΗΤΡΙΟΥ Κ.: Θησέως 11, τηλ. 9426811. ΖΑΦΕΙΡΙΟΥ Θ.: Αχαρνών 210, τηλ. 8655622. ΘΕΟΔΩΡΟΥ Π.: Πειραιώς 82, τηλ. 5235119. ΚΑΡΑΓΙΑΝΝΗΣ Η.: Φιλελλήνων 24, τηλ. 3248731. ΚΩΝΣΤΑΝΤΙΝΙΔΗΣ Σ.: Ακαδημίας 45, τηλ. 3612203. ΛΑΜΠΡΟΥ Γ.: Πατησίων 220, τηλ. 8659014. ΜΑΚΡΗΣ Β.: Σταδίου 22, τηλ. 3229781. ΝΙΚΟΛΑΟΥ Α.: Ερμού 64, τηλ. 3214509. ΠΑΠΑΔΟΠΟΥΛΟΣ Δ.: Αγίου Μελετίου 91, τηλ. 8228413. ΣΤΑΘΟΠΟΥΛΟΣ Ι.: Βουλγαροκτόνου 41, τηλ. 6419823. ΤΣΙΑΝΤΗΣ Κ.: Πανόρμου 12, τηλ. 6923441. [297, 1263, 630, 1396]
crossword-cell [884, 795, 898, 809]
crossword-cell [870, 823, 884, 836]
crossword-cell [940, 683, 954, 697]
crossword-cell [912, 683, 926, 697]
doctors-athens: Αθήνας [440, 1230, 487, 1246]
crossword-cell [842, 697, 856, 711]
pharmacies-section [648, 1406, 997, 1805]
crossword-cell [926, 809, 940, 823]
crossword-cell [828, 809, 842, 823]
crossword-cell [842, 655, 856, 669]
crossword-cell [926, 669, 940, 683]
radio-monday-text: ΕΙΔΗΣΕΙΣ: 7.00, 8.00, 9.00, 10.00, 12.00, 2.00, 5.00, 8.00, 10.00, 12.00. 6.15 Πρωινό. 6.45 Μουσικές. 7.15 Αθλητικά. 8.15 Αγροτικά. 9.15 Για την οικογένεια. 10.15 Τραγούδια. 11.00 Μουσικό. 12.15 Ειδήσεις. 1.00 Συναυλία. 2.15 Αθλητικά. 3.15 Ελληνικά. 4.15 Παιδικά. 5.15 Μουσική. 6.15 Ταξίδι. 7.00 Ειδήσεις. 8.15 Θέατρο. 9.15 Κλασική μουσική. 10.15 Νυχτερινό. 11.15 Τζαζ. 12.15 Λήξη. [439, 685, 598, 818]
crossword-cell [968, 711, 982, 725]
tv-friday-heading: ΠΑΡΑΣΚΕΥΗ [309, 495, 389, 510]
tv-tuesday-text: ΕΙΔΗΣΕΙΣ: 2.30, 7.00, 9.00, 12.00. 2.00 Κάθε μεσημέρι. 2.45 Κάθε μεσημέρι (2ο μέρος). 6.05 Το πρώτο κυτίο. 6.35 Τα μυστικά της θάλασσας. 7.15 Ραδιοδρόμοι. 7.30 Παιχνίδια. 8.00 Ο ήρωας του δρόμου. 9.15 Ελληνική ταινία. 10.15 Τζίμης Σάττον. 11.00 Μουσική. 12.00 Το τέλος της μέρας. [100, 718, 259, 814]
crossword-cell [814, 753, 828, 767]
crossword-cell [884, 697, 898, 711]
crossword-cell [912, 809, 926, 823]
crossword-cell [912, 739, 926, 753]
tv-friday-text: ΕΙΔΗΣΕΙΣ: 2.30, 7.00, 9.00, 12.00. 2.00 Κάθε μεσημέρι (1ο μέρος). 2.45 Κάθε μεσημέρι (2ο μέρος). 6.05 Ηρακλής. 6.35 Αυτοκινητόδρομοι. 7.15 Ταξίδι. 7.30 Πρόγραμμα. 8.00 Ο κόσμος των ζώων. 9.30 Οι Πανθέοι. 10.20 Ειδήσεις. 11.00 Μπάρμπα Γιάννη «Το σπίτι με τα λουλούδια». [269, 527, 429, 623]
crossword-cell [856, 809, 870, 823]
emergency-phones [648, 1944, 807, 2283]
crossword-cell [856, 823, 870, 836]
crossword-cell [870, 683, 884, 697]
crossword-cell [940, 655, 954, 669]
crossword-cell [856, 669, 870, 683]
markets-subheading: ΔΕΥΤΕΡΑΣ [877, 1970, 935, 1982]
crossword-cell [954, 823, 968, 836]
crossword-vertical-title: ΚΑΘΕΤΑ [705, 766, 751, 779]
crossword-number: ΑΡΙΘΜΟΣ 107 [868, 640, 942, 652]
masthead: ΡΙΖΟΣΠΑΣΤΗΣ [723, 62, 872, 84]
feature-headline: «Ένα δέντρο μεγαλώνει στό Μπρούκλιν» [782, 144, 956, 171]
crossword-cell [842, 725, 856, 739]
crossword-cell [870, 739, 884, 753]
crossword-cell [884, 655, 898, 669]
poster-image [1007, 132, 1186, 321]
masthead-box-sub: ΟΡΓΑΝΟ ΤΗΣ ΚΕ ΤΟΥ ΚΚΕ [1375, 149, 1486, 158]
doctors-title: ΕΦΗΜΕΡΕΥΟΝΤΕΣ ΓΙΑΤΡΟΙ [297, 1169, 630, 1198]
crossword-cell [954, 781, 968, 795]
crossword-cell [828, 781, 842, 795]
electric-text-2: ΑΛΕΞΑΝΔΡΑ: (Αλιμος). «Τρεις μέρες του Κόνδορα». ΑΡΚΑΔΙΑ: (Αλσος). «Ο Σερίφης του Τέξας». ΒΟΥΛΑ: (Βούλα). «Το τελευταίο πάρτυ». ΓΛΥΦΑΔΑ: «Νύχτα του Αγίου Βαρθολομαίου». ΕΛΛΗΝΙΚΟ: «Κάπου εκεί». ΚΗΦΙΣΙΑ: «Ο καπετάνιος». [1007, 1444, 1246, 1503]
pharmacies-sunday-day: ΚΥΡΙΑΚΗΣ (ΜΕΡΑΣ) [770, 1435, 875, 1447]
crossword-cell [898, 781, 912, 795]
crossword-grid [813, 654, 997, 837]
crossword-cell [940, 711, 954, 725]
crossword-cell [940, 809, 954, 823]
emergency-phones-title: Τηλέφωνα πρώτης ανάγκης [648, 1944, 807, 1972]
crossword-cell [898, 795, 912, 809]
masthead-box-text: Εκδότης: ΑΥΓΟΥΣΤΙΝΟΣ ΚΑΡΑΓΙΑΝΝΗΣ. Διευθυντής Σύνταξης: Γ. ΚΩΝΣΤΑΝΤΙΝΙΔΗΣ. Συνδρομές: Εσωτερικού εξάμηνη 1300, ετήσια 2500. Εξωτερικού εξάμηνη 2000, ετήσια 4000. Γραφεία: Αγίου Κωνσταντίνου 27, Αθήνα. [1372, 161, 1489, 239]
doctors-section-3: ΚΑΡΔΙΟΛΟΓΟΙ [426, 1453, 501, 1466]
crossword-cell [884, 781, 898, 795]
crossword-cell [954, 697, 968, 711]
suburbs-heading: ΠΡΟΑΣΤΙΩΝ [1094, 1339, 1159, 1352]
tv-logo-title: το πρόγραμμα της βδομάδας [195, 144, 426, 222]
crossword-cell [884, 711, 898, 725]
social-subheading: ΜΕΛΛΟΝΤΕΣ ΓΑΜΟΙ [127, 1653, 252, 1668]
crossword-cell [814, 655, 828, 669]
crossword-cell [870, 809, 884, 823]
crossword-cell [842, 739, 856, 753]
cinema-column-1: Α-Β: (Κολωνός). «Αδελφοί της νύχτας». ΑΘΗΝΑΙΟΝ: (Πατησίων). Το Κόκκινο Τσίρκο. ΑΛΕΞ: (Πατησίων 100). «Κ. Η ΝΗΣΟΣ». ΑΛΚΥΟΝΙΣ: (Ιουλιανού). Η οδός των ονείρων. ΑΠΟΛΛΩΝ: (Σταδίου). «Το φάντασμα της ελευθερίας». ΑΣΤΥ: (Κοραή 4). «Το δίκτυο». ΑΤΤΙΚΟΝ: (Σταδίου 19). «Ο Ιπτάμενος». ΓΑΛΑΞΙΑΣ: (Λεωφ. Αλεξάνδρας). «Η κόλαση του Πάουελ». ΔΑΝΑΟΣ: (Κηφισίας 109). «Τα πουλιά». ΕΛΛΗΝΙΣ: (Λεωφ. Αλεξάνδρας). «Οι εκατό μέρες». ΙΝΤΕΑΛ: (Πανεπιστημίου 46). «Ο κύκλος του ροκ». ΚΑΠΙΤΟΛ: (Πατησίων). Η νύχτα του κυνηγού. ΜΑΡΙΛΕΝ: (Πατησίων 180). «Το χαμένο πρόσωπο». ΟΡΦΕΥΣ: (Πατησίων 50). «Η μεγάλη απόδραση». ΠΑΛΛΑΣ: (Βουκουρεστίου). «Το μωβ τριαντάφυλλο». ΡΕΞ: (Πανεπιστημίου). «Στην άκρη του ορίζοντα». ΣΠΛΕΝΤΙΤ: (Ομόνοια). «Αλλοθι». [1007, 958, 1247, 1139]
crossword-cell [898, 683, 912, 697]
crossword-cell [926, 655, 940, 669]
social-text: Γνωστοποιείται σύμφωνα με τό άρθρο 1368 τού Αστικού Κώδικα ότι: Ο ΔΗΜΗΤΡΙΟΣ ΣΟΥΛΙΩΤΑΚΗΣ του Ιωάννου και της Μαρίας, εργάτης, κάτοικος Αθηνών, πρόκειται να παντρευτεί την ΑΙΚΑΤΕΡΙΝΗ ΑΡΒΑΝΙΤΑΚΗ του Γεωργίου και της Ελένης, κάτοικο Πειραιά. Ο γάμος θα γίνει στην Αθήνα. Ο ΓΙΩΡΓΟΣ ΠΑΡΑΣΚΕΥΑΚΟΣ του Παναγιώτη και της Σταυρούλας, ιδιωτικός υπάλληλος, κάτοικος Νέας Σμύρνης, πρόκειται να παντρευτεί τη ΜΑΡΙΑ ΒΡΕΛΛΟΥ του Νικολάου και της Αικατερίνης, κάτοικο Καλλιθέας. Ο ΛΑΜΠΡΟΣ ΚΩΣΤΟΠΟΥΛΟΣ του Αθανασίου και της Παναγιώτας, τεχνίτης, κάτοικος Περιστερίου, πρόκειται να παντρευτεί την ΕΛΕΝΗ ΣΤΑΥΡΙΔΟΥ του Ιωάννη και της Σοφίας, κάτοικο Αιγάλεω. Ο ΙΩΑΝΝΗΣ ΞΑΝΘΗΣ του Νικολάου και της Βασιλικής, υπάλληλος, κάτοικος Χαλανδρίου, πρόκειται να παντρευτεί τη ΔΗΜΗΤΡΑ ΚΑΡΑΠΙΠΕΡΗ του Κωνσταντίνου και της Ευαγγελίας, κάτοικο Αμαρουσίου. Ο ΠΑΝΑΓΙΩΤΗΣ ΔΟΥΚΑΣ του Γεωργίου και της Αρετής, εργάτης, κάτοικος Βύρωνα, πρόκειται να παντρευτεί την ΕΛΕΝΗ ΠΙΕΡΡΟΥ του Σπυρίδωνα και της Αννας, κάτοικο Ζωγράφου. Ο ΚΩΝΙΝΟΣ ΣΠΥΡΙΔΗΣ του Αναστασίου και της Μαρίας, οικοδόμος, κάτοικος Νέας Ιωνίας, πρόκειται να παντρευτεί τη ΜΑΡΙΑ ΠΥΡΝΟΦΙΝΗ του Νικολάου και της Χρυσούλας, κάτοικο Αθηνών. [100, 1672, 279, 2060]
cinema-continued [1007, 1162, 1246, 2283]
tv-tuesday-heading: ΤΡΙΤΗ [160, 699, 198, 715]
crossword-cell [940, 669, 954, 683]
crossword-cell [842, 753, 856, 767]
crossword-cell [926, 683, 940, 697]
crossword-cell [954, 711, 968, 725]
tv-thursday-text: ΕΙΔΗΣΕΙΣ: 2.30, 7.00, 9.00, 12.00. 2.00 Κάθε μεσημέρι (1ο μέρος). 2.45 Κάθε μεσημέρι (2ο μέρος). 6.05 Ένα φτερό γι' έναν καιρό. ΤΗΛΕΦΗΜΕΡΙΔΑ: 2.00, 6.00, 9.30, 12.00. 6.15 Ο κόσμος μας. 6.35 Κινούμενα σχέδια. 7.15 Παιχνίδια. 7.30 Τα ζώα. 7.45 Μουσικό κουτί. 8.15 Ελληνική ταινία. 9.30 Ο κόσμος της Κούλας. 10.20 Καλύτερα κάνοντας. 11.00 Τηλεοπτικοί όμιλοι. [269, 268, 429, 388]
crossword-cell [814, 809, 828, 823]
crossword-cell [884, 725, 898, 739]
crossword-cell [982, 739, 996, 753]
tv-column-2 [269, 231, 429, 1154]
crossword-cell [870, 697, 884, 711]
